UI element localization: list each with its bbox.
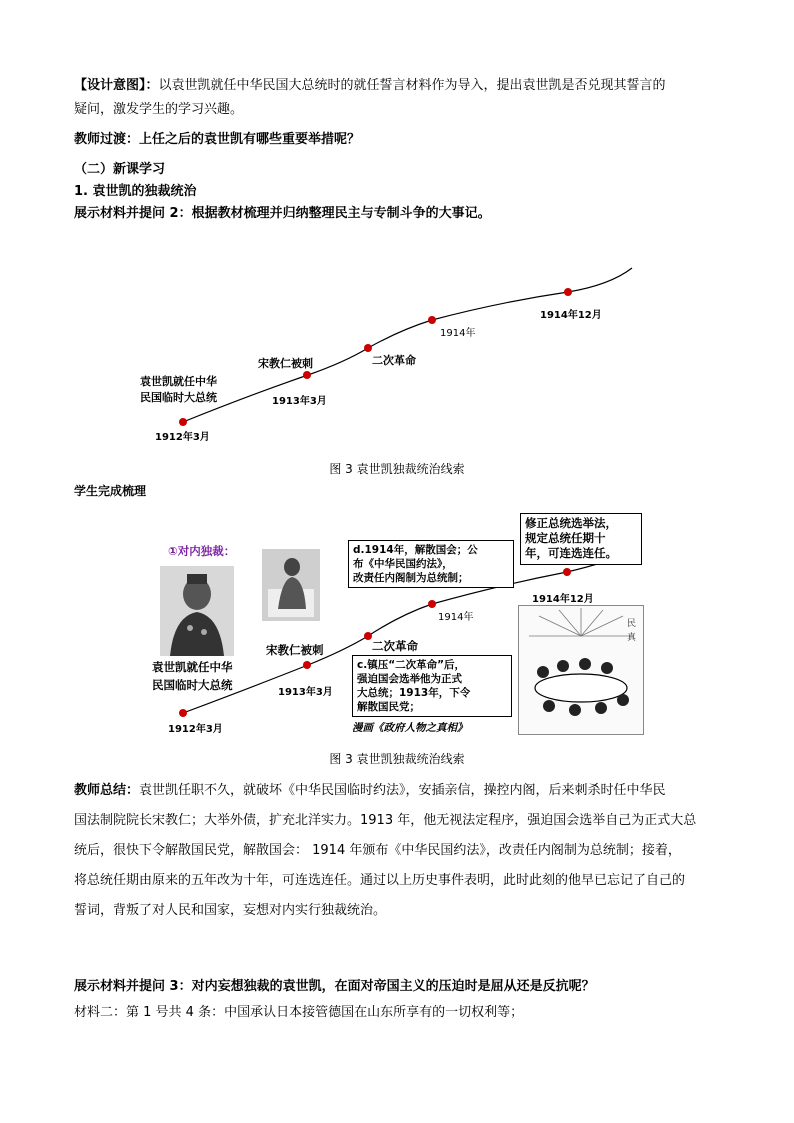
timeline-2-dot-revolution xyxy=(364,632,372,640)
section-heading: （二）新课学习 xyxy=(74,162,166,177)
svg-text:民: 民 xyxy=(627,619,637,629)
box-c-4: 解散国民党； xyxy=(357,701,420,713)
t2-appoint xyxy=(152,658,233,694)
timeline-2-dot-1914-12 xyxy=(563,568,571,576)
t2-1913: 1913年3月 xyxy=(278,687,333,698)
svg-text:真: 真 xyxy=(627,633,637,643)
summary-1: 袁世凯任职不久，就破坏《中华民国临时约法》，安插亲信，操控内阁，后来刺杀时任中华民 xyxy=(139,783,666,798)
box-d-1: d.1914年，解散国会；公 xyxy=(353,544,478,556)
cartoon-caption: 漫画《政府人物之真相》 xyxy=(352,722,468,734)
timeline-2-dot-1913 xyxy=(303,661,311,669)
transition-text: 上任之后的袁世凯有哪些重要举措呢？ xyxy=(139,132,361,147)
caption-1: 图 3 袁世凯独裁统治线索 xyxy=(329,462,465,476)
question2: 展示材料并提问 2：根据教材梳理并归纳整理民主与专制斗争的大事记。 xyxy=(74,206,491,221)
t2-1912: 1912年3月 xyxy=(168,724,223,735)
t2-1914: 1914年 xyxy=(438,612,474,623)
intro-text-1: 以袁世凯就任中华民国大总统时的就任誓言材料作为导入，提出袁世凯是否兑现其誓言的 xyxy=(158,78,666,93)
material2: 材料二：第 1 号共 4 条：中国承认日本接管德国在山东所享有的一切权利等； xyxy=(74,1005,524,1020)
t1-1912: 1912年3月 xyxy=(155,432,210,443)
summary-paragraph xyxy=(74,776,724,926)
t1-1914: 1914年 xyxy=(440,328,476,339)
summary-label: 教师总结： xyxy=(74,783,140,798)
t2-appoint-2: 民国临时大总统 xyxy=(152,678,233,692)
box-e xyxy=(520,513,642,565)
student-label: 学生完成梳理 xyxy=(74,484,147,498)
box-c-2: 强迫国会选举他为正式 xyxy=(357,673,462,685)
t2-song: 宋教仁被刺 xyxy=(266,643,324,657)
t1-1913: 1913年3月 xyxy=(272,396,327,407)
t2-appoint-1: 袁世凯就任中华 xyxy=(152,660,233,674)
box-d xyxy=(348,540,514,588)
caption-2: 图 3 袁世凯独裁统治线索 xyxy=(329,752,465,766)
t1-revolution: 二次革命 xyxy=(372,354,416,367)
summary-4: 将总统任期由原来的五年改为十年，可连选连任。通过以上历史事件表明，此时此刻的他早已忘记了自己的 xyxy=(74,873,686,888)
t1-appoint-1: 袁世凯就任中华 xyxy=(140,375,217,388)
intro-text-2: 疑问，激发学生的学习兴趣。 xyxy=(74,102,244,117)
box-e-3: 年，可连选连任。 xyxy=(525,546,617,560)
t1-appoint-2: 民国临时大总统 xyxy=(140,391,217,404)
cartoon-image xyxy=(518,605,644,735)
question3: 展示材料并提问 3：对内妄想独裁的袁世凯，在面对帝国主义的压迫时是屈从还是反抗呢？ xyxy=(74,979,595,994)
intro-label: 【设计意图】： xyxy=(74,78,159,93)
transition-label: 教师过渡： xyxy=(74,132,140,147)
t2-revolution: 二次革命 xyxy=(372,639,418,653)
summary-3: 统后，很快下令解散国民党，解散国会： 1914 年颁布《中华民国约法》，改责任内阁制为总统制；接着， xyxy=(74,843,681,858)
t2-1914-12: 1914年12月 xyxy=(532,594,594,605)
box-c xyxy=(352,655,512,717)
box-d-3: 改责任内阁制为总统制； xyxy=(353,572,469,584)
section-subheading: 1. 袁世凯的独裁统治 xyxy=(74,184,197,199)
box-e-2: 规定总统任期十 xyxy=(525,531,606,545)
inner-label: ①对内独裁： xyxy=(168,544,236,558)
timeline-2-dot-1914 xyxy=(428,600,436,608)
t1-1914-12: 1914年12月 xyxy=(540,310,602,321)
box-d-2: 布《中华民国约法》， xyxy=(353,558,453,570)
box-c-3: 大总统；1913年，下令 xyxy=(357,687,471,699)
box-e-1: 修正总统选举法， xyxy=(525,516,617,530)
timeline-2-dot-1912 xyxy=(179,709,187,717)
summary-2: 国法制院院长宋教仁；大举外债，扩充北洋实力。1913 年，他无视法定程序，强迫国会选举自己为正式大总 xyxy=(74,813,697,828)
t1-song: 宋教仁被刺 xyxy=(258,357,313,370)
box-c-1: c.镇压“二次革命”后， xyxy=(357,659,466,671)
summary-5: 誓词，背叛了对人民和国家，妄想对内实行独裁统治。 xyxy=(74,903,387,918)
